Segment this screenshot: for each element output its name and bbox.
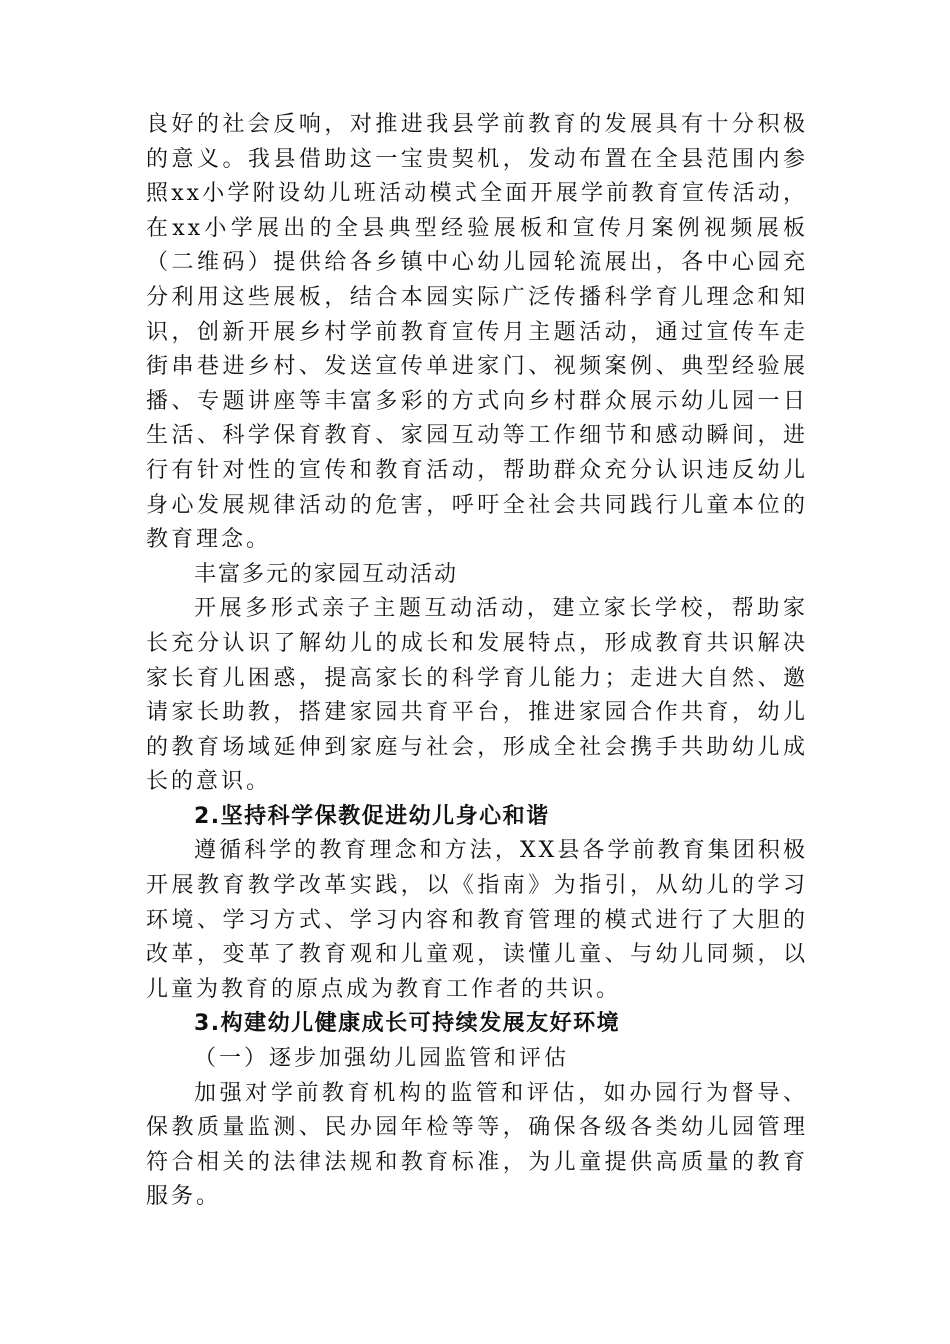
paragraph-publicity-activities: 良好的社会反响，对推进我县学前教育的发展具有十分积极的意义。我县借助这一宝贵契机，发动布置在全县范围内参照xx小学附设幼儿班活动模式全面开展学前教育宣传活动，在xx小学展出的全县典型经验展板和宣传月案例视频展板（二维码）提供给各乡镇中心幼儿园轮流展出，各中心园充分利用这些展板，结合本园实际广泛传播科学育儿理念和知识，创新开展乡村学前教育宣传月主题活动，通过宣传车走街串巷进乡村、发送宣传单进家门、视频案例、典型经验展播、专题讲座等丰富多彩的方式向乡村群众展示幼儿园一日生活、科学保育教育、家园互动等工作细节和感动瞬间，进行有针对性的宣传和教育活动，帮助群众充分认识违反幼儿身心发展规律活动的危害，呼吁全社会共同践行儿童本位的教育理念。 — [146, 112, 808, 553]
subheading-supervision-evaluation: （一）逐步加强幼儿园监管和评估 — [194, 1046, 570, 1072]
document-body — [146, 108, 808, 1215]
section-title-family-interaction: 丰富多元的家园互动活动 — [194, 561, 459, 587]
heading-friendly-environment: 3.构建幼儿健康成长可持续发展友好环境 — [194, 1011, 621, 1037]
paragraph-family-interaction: 开展多形式亲子主题互动活动，建立家长学校，帮助家长充分认识了解幼儿的成长和发展特点，形成教育共识解决家长育儿困惑，提高家长的科学育儿能力；走进大自然、邀请家长助教，搭建家园共育平台，推进家园合作共育，幼儿的教育场域延伸到家庭与社会，形成全社会携手共助幼儿成长的意识。 — [146, 596, 808, 795]
paragraph-supervision-evaluation: 加强对学前教育机构的监管和评估，如办园行为督导、保教质量监测、民办园年检等等，确保各级各类幼儿园管理符合相关的法律法规和教育标准，为儿童提供高质量的教育服务。 — [146, 1080, 808, 1210]
heading-scientific-care: 2.坚持科学保教促进幼儿身心和谐 — [194, 803, 550, 829]
paragraph-scientific-care: 遵循科学的教育理念和方法，XX县各学前教育集团积极开展教育教学改革实践，以《指南》为指引，从幼儿的学习环境、学习方式、学习内容和教育管理的模式进行了大胆的改革，变革了教育观和儿童观，读懂儿童、与幼儿同频，以儿童为教育的原点成为教育工作者的共识。 — [146, 838, 808, 1002]
